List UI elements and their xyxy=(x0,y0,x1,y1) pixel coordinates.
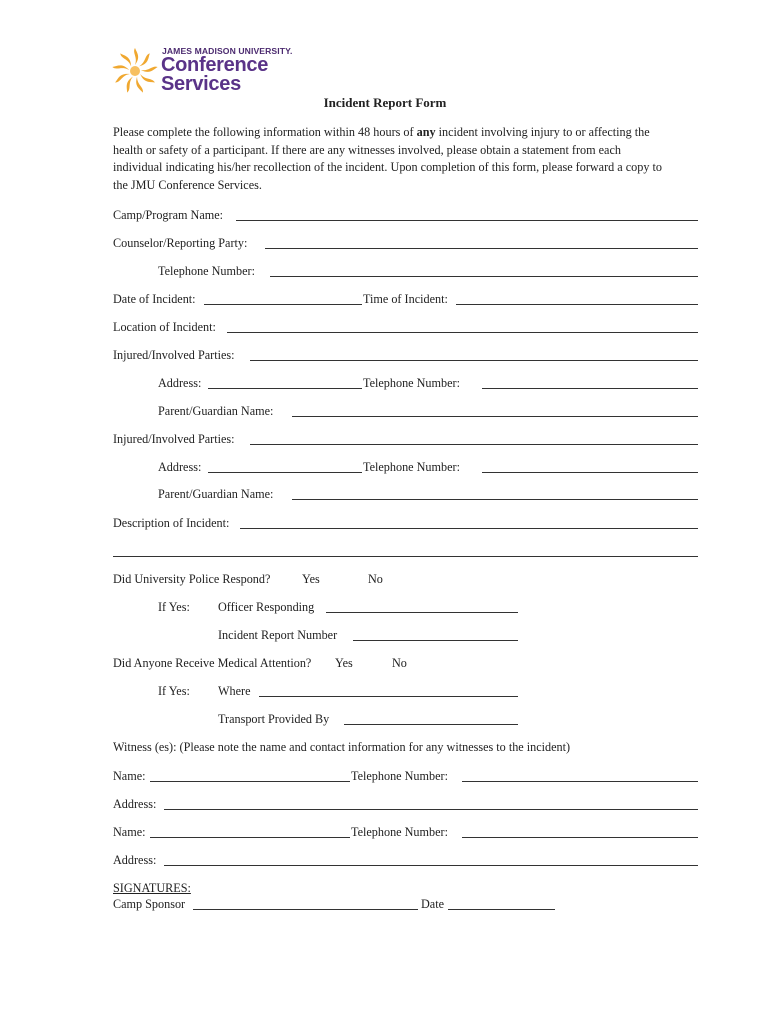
medical-yes-option[interactable]: Yes xyxy=(335,656,353,670)
injured-parties-field-1[interactable] xyxy=(250,360,698,361)
logo-conference-text: Conference xyxy=(161,54,269,76)
where-label: Where xyxy=(218,684,251,698)
witness-address-label-1: Address: xyxy=(113,797,157,811)
location-label: Location of Incident: xyxy=(113,320,216,334)
incident-report-number-label: Incident Report Number xyxy=(218,628,338,642)
logo-services-text: Services xyxy=(161,73,241,95)
logo-university-text: JAMES MADISON UNIVERSITY. xyxy=(162,46,293,56)
counselor-field[interactable] xyxy=(265,248,698,249)
witness-note: Witness (es): (Please note the name and contact information for any witnesses to the incident) xyxy=(113,740,571,754)
sunburst-logo-icon xyxy=(110,46,160,96)
transport-label: Transport Provided By xyxy=(218,712,330,726)
witness-telephone-field-1[interactable] xyxy=(462,781,698,782)
witness-telephone-label-2: Telephone Number: xyxy=(351,825,448,839)
description-label: Description of Incident: xyxy=(113,516,230,530)
witness-name-label-2: Name: xyxy=(113,825,146,839)
injured-telephone-field-1[interactable] xyxy=(482,388,698,389)
injured-parties-field-2[interactable] xyxy=(250,444,698,445)
address-label-1: Address: xyxy=(158,376,202,390)
injured-telephone-field-2[interactable] xyxy=(482,472,698,473)
witness-address-field-1[interactable] xyxy=(164,809,698,810)
injured-parties-label-2: Injured/Involved Parties: xyxy=(113,432,235,446)
parent-guardian-label-1: Parent/Guardian Name: xyxy=(158,404,274,418)
intro-paragraph xyxy=(113,124,673,194)
injured-telephone-label-2: Telephone Number: xyxy=(363,460,460,474)
witness-address-label-2: Address: xyxy=(113,853,157,867)
witness-telephone-label-1: Telephone Number: xyxy=(351,769,448,783)
witness-telephone-field-2[interactable] xyxy=(462,837,698,838)
incident-report-number-field[interactable] xyxy=(353,640,518,641)
date-of-incident-label: Date of Incident: xyxy=(113,292,196,306)
address-label-2: Address: xyxy=(158,460,202,474)
police-yes-option[interactable]: Yes xyxy=(302,572,320,586)
signatures-heading: SIGNATURES: xyxy=(113,881,191,895)
parent-guardian-label-2: Parent/Guardian Name: xyxy=(158,487,274,501)
intro-text-end: incident involving injury to or affecting the health or safety of a participant. If there are any witnesses involved, please obtain a statement from each individual indicating his/her recollection of the incident. Upon completion of this form, please forward a copy to the JMU Conference Services. xyxy=(113,125,662,192)
address-field-1[interactable] xyxy=(208,388,362,389)
police-no-option[interactable]: No xyxy=(368,572,383,586)
location-field[interactable] xyxy=(227,332,698,333)
witness-name-label-1: Name: xyxy=(113,769,146,783)
parent-guardian-field-1[interactable] xyxy=(292,416,698,417)
camp-program-label: Camp/Program Name: xyxy=(113,208,224,222)
injured-telephone-label-1: Telephone Number: xyxy=(363,376,460,390)
description-field-line-2[interactable] xyxy=(113,556,698,557)
medical-if-yes-label: If Yes: xyxy=(158,684,190,698)
injured-parties-label-1: Injured/Involved Parties: xyxy=(113,348,235,362)
description-field-line-1[interactable] xyxy=(240,528,698,529)
medical-question: Did Anyone Receive Medical Attention? xyxy=(113,656,312,670)
intro-text-start: Please complete the following information within 48 hours of xyxy=(113,125,417,139)
time-of-incident-label: Time of Incident: xyxy=(363,292,448,306)
witness-address-field-2[interactable] xyxy=(164,865,698,866)
camp-sponsor-signature-field[interactable] xyxy=(193,909,418,910)
officer-responding-field[interactable] xyxy=(326,612,518,613)
camp-sponsor-label: Camp Sponsor xyxy=(113,897,186,911)
signature-date-field[interactable] xyxy=(448,909,555,910)
date-of-incident-field[interactable] xyxy=(204,304,362,305)
form-title: Incident Report Form xyxy=(323,95,447,110)
signature-date-label: Date xyxy=(421,897,445,911)
telephone-field[interactable] xyxy=(270,276,698,277)
telephone-label: Telephone Number: xyxy=(158,264,255,278)
counselor-label: Counselor/Reporting Party: xyxy=(113,236,248,250)
conference-services-logo xyxy=(110,44,293,96)
police-if-yes-label: If Yes: xyxy=(158,600,190,614)
address-field-2[interactable] xyxy=(208,472,362,473)
camp-program-field[interactable] xyxy=(236,220,698,221)
time-of-incident-field[interactable] xyxy=(456,304,698,305)
intro-text-emphasis: any xyxy=(416,125,436,139)
where-field[interactable] xyxy=(259,696,518,697)
officer-responding-label: Officer Responding xyxy=(218,600,315,614)
witness-name-field-2[interactable] xyxy=(150,837,350,838)
witness-name-field-1[interactable] xyxy=(150,781,350,782)
police-question: Did University Police Respond? xyxy=(113,572,271,586)
transport-field[interactable] xyxy=(344,724,518,725)
medical-no-option[interactable]: No xyxy=(392,656,407,670)
parent-guardian-field-2[interactable] xyxy=(292,499,698,500)
